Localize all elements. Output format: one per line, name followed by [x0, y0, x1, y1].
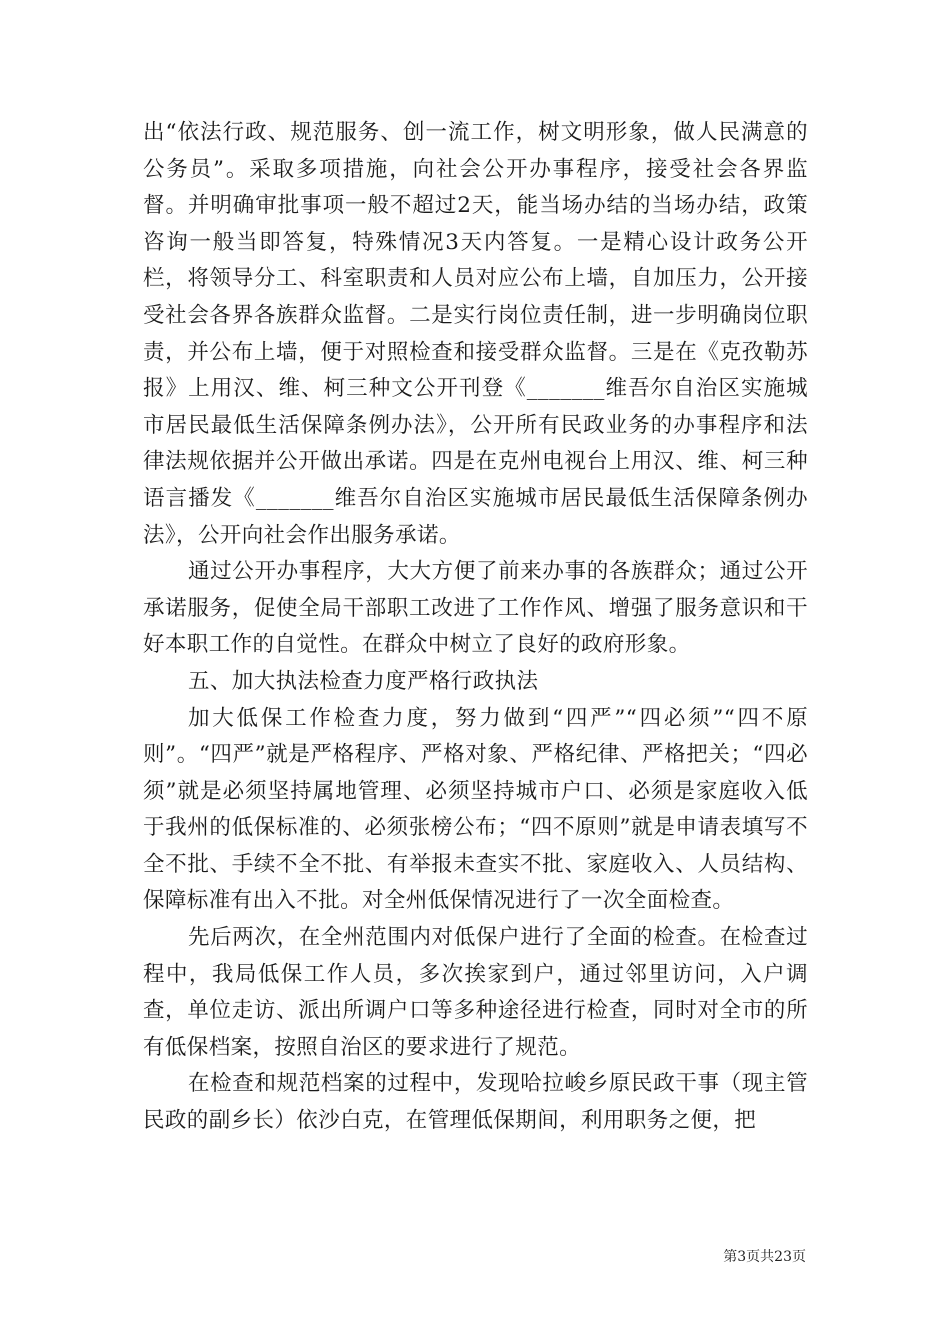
document-body — [143, 115, 808, 1140]
paragraph-2: 通过公开办事程序，大大方便了前来办事的各族群众；通过公开承诺服务，促使全局干部职工改进了工作作风、增强了服务意识和干好本职工作的自觉性。在群众中树立了良好的政府形象。 — [143, 559, 808, 658]
paragraph-4: 加大低保工作检查力度，努力做到“四严”“四必须”“四不原则”。“四严”就是严格程序、严格对象、严格纪律、严格把关；“四必须”就是必须坚持属地管理、必须坚持城市户口、必须是家庭收入低于我州的低保标准的、必须张榜公布；“四不原则”就是申请表填写不全不批、手续不全不批、有举报未查实不批、家庭收入、人员结构、保障标准有出入不批。对全州低保情况进行了一次全面检查。 — [143, 705, 808, 914]
page-number: 第3页共23页 — [723, 1249, 806, 1265]
paragraph-5: 先后两次，在全州范围内对低保户进行了全面的检查。在检查过程中，我局低保工作人员，多次挨家到户，通过邻里访问，入户调查，单位走访、派出所调户口等多种途径进行检查，同时对全市的所有低保档案，按照自治区的要求进行了规范。 — [143, 925, 808, 1060]
section-heading: 五、加大执法检查力度严格行政执法 — [188, 668, 539, 694]
paragraph-6: 在检查和规范档案的过程中，发现哈拉峻乡原民政干事（现主管民政的副乡长）依沙白克，在管理低保期间，利用职务之便，把 — [143, 1071, 808, 1134]
paragraph-1: 出“依法行政、规范服务、创一流工作，树文明形象，做人民满意的公务员”。采取多项措施，向社会公开办事程序，接受社会各界监督。并明确审批事项一般不超过2天，能当场办结的当场办结，政策咨询一般当即答复，特殊情况3天内答复。一是精心设计政务公开栏，将领导分工、科室职责和人员对应公布上墙，自加压力，公开接受社会各界各族群众监督。二是实行岗位责任制，进一步明确岗位职责，并公布上墙，便于对照检查和接受群众监督。三是在《克孜勒苏报》上用汉、维、柯三种文公开刊登《_______维吾尔自治区实施城市居民最低生活保障条例办法》，公开所有民政业务的办事程序和法律法规依据并公开做出承诺。四是在克州电视台上用汉、维、柯三种语言播发《_______维吾尔自治区实施城市居民最低生活保障条例办法》，公开向社会作出服务承诺。 — [143, 120, 808, 548]
